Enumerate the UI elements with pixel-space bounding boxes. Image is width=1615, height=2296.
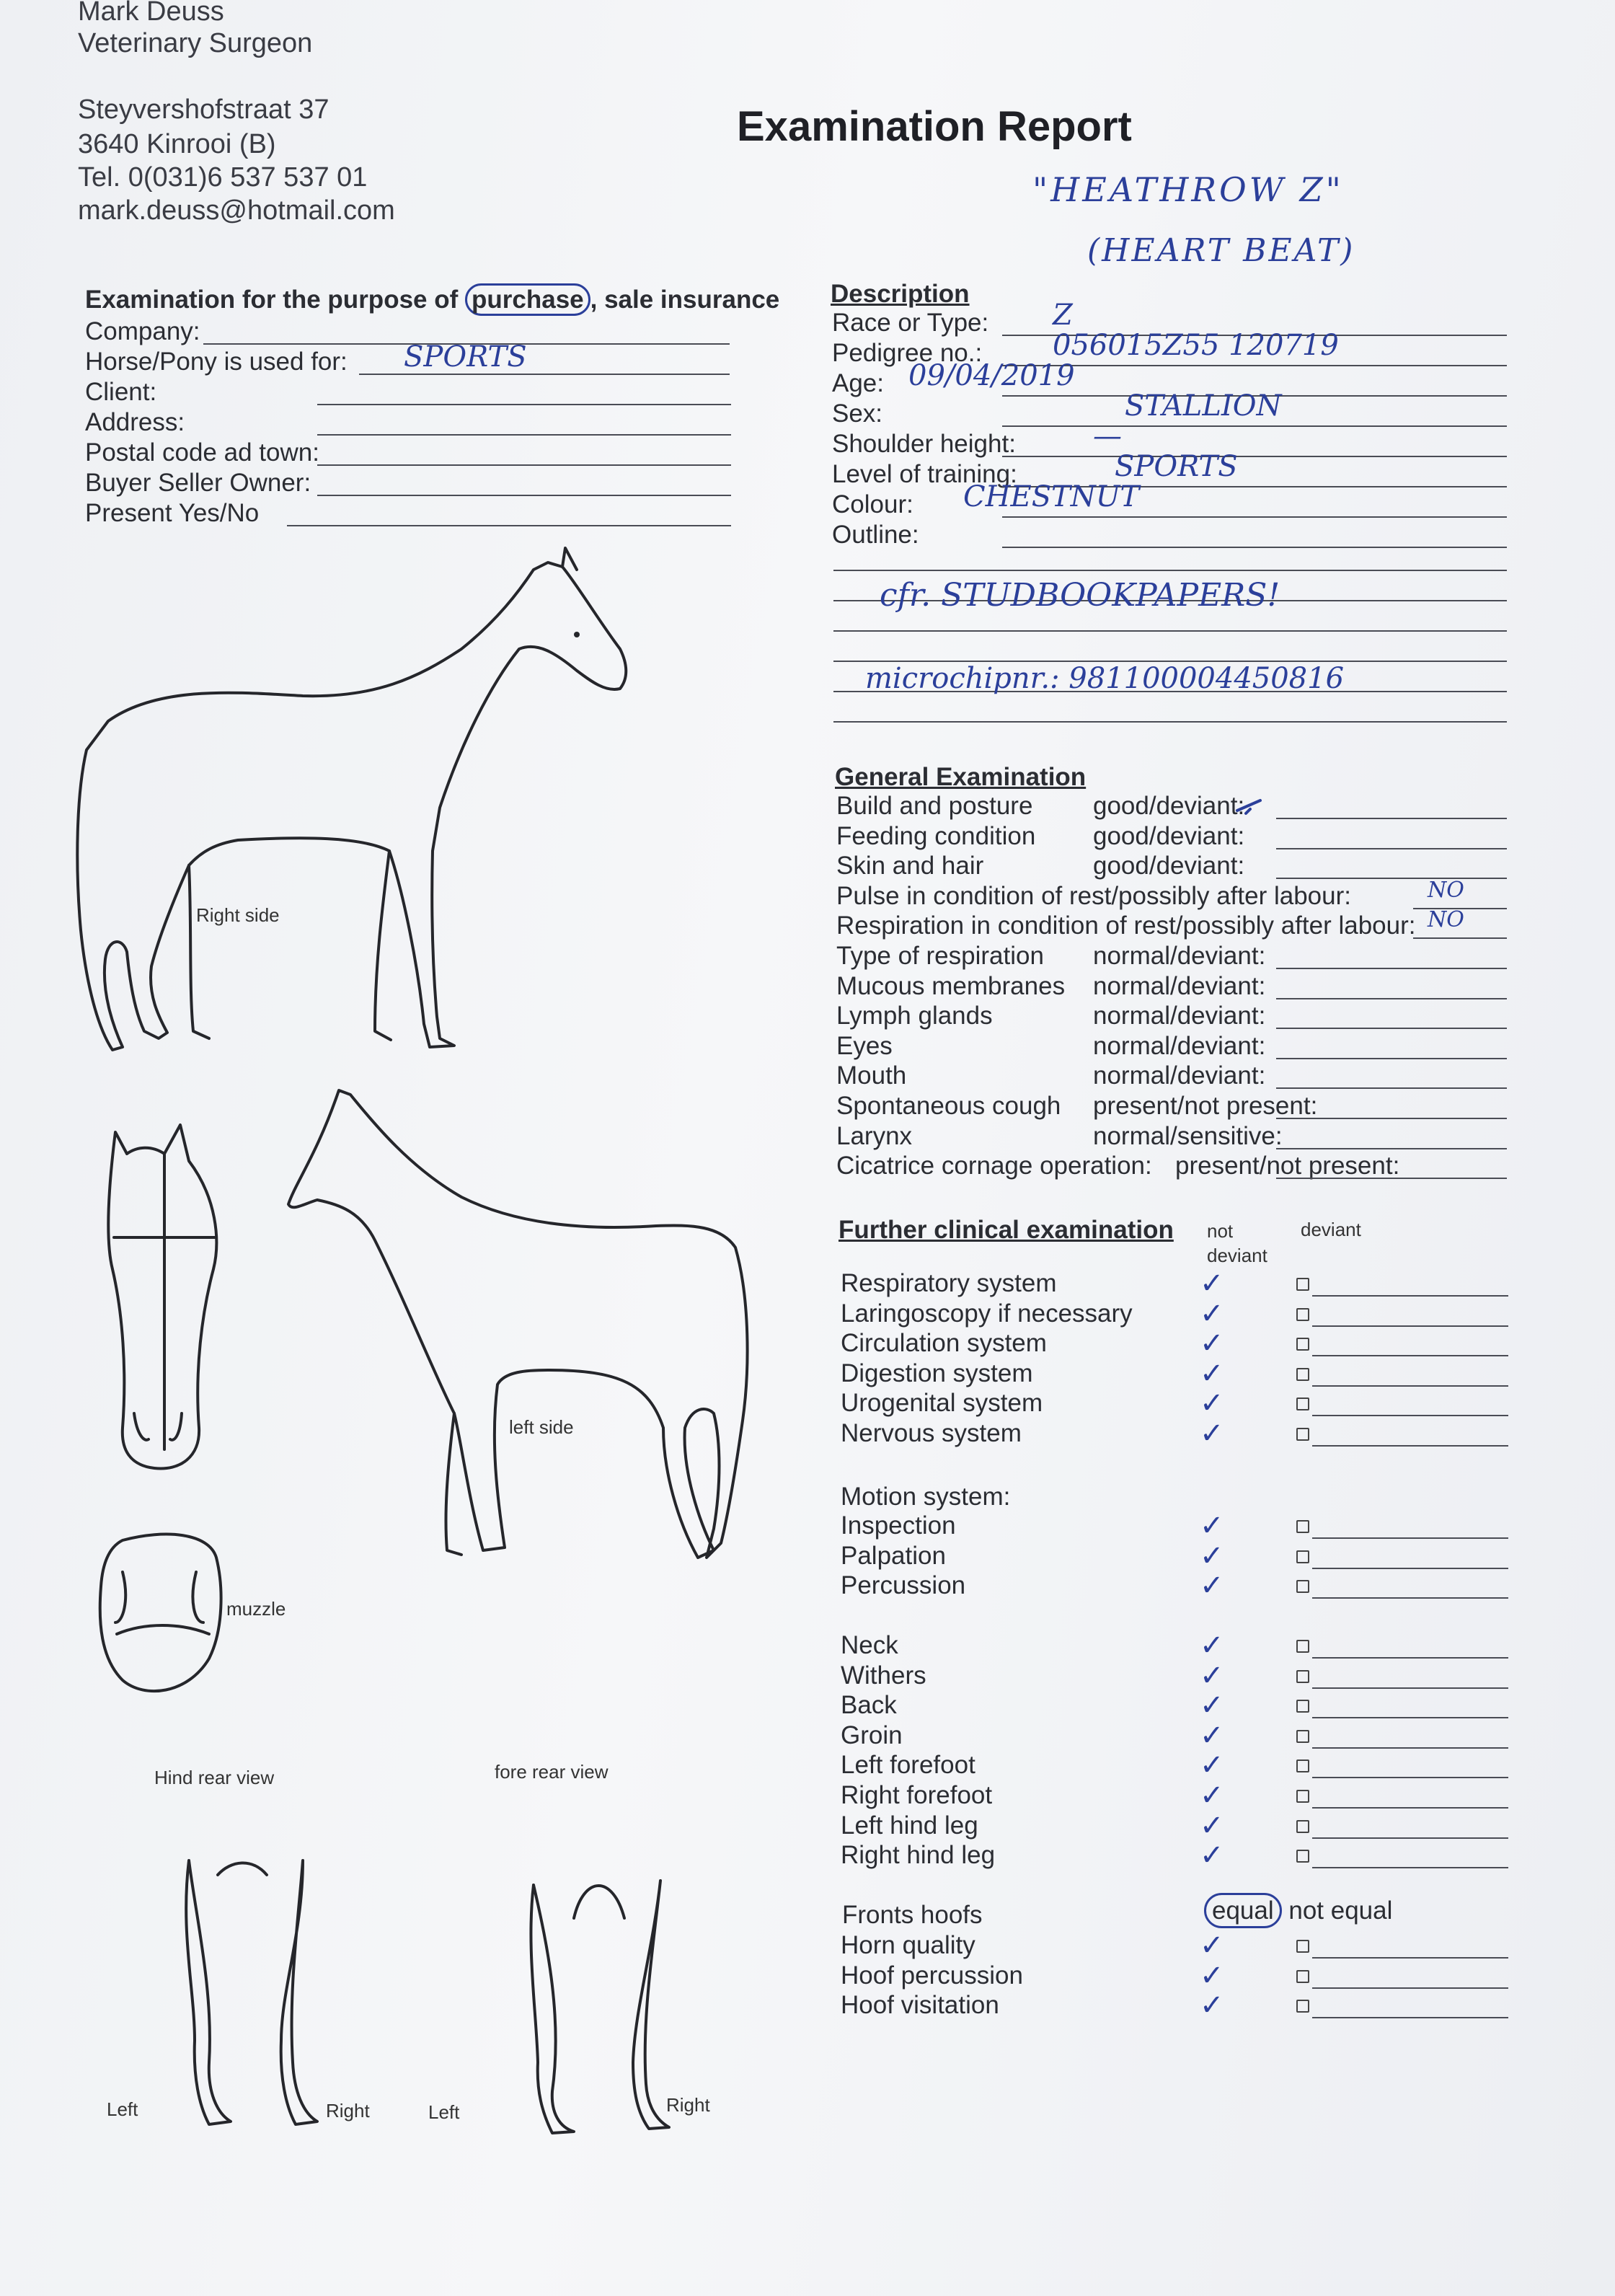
vet-street: Steyvershofstraat 37: [78, 94, 329, 125]
clinical-row-label: Digestion system: [841, 1359, 1033, 1387]
general-row-label: Respiration in condition of rest/possibly after labour:: [836, 911, 1416, 940]
general-row-label: Larynx: [836, 1121, 913, 1150]
clinical-row-label: Left hind leg: [841, 1811, 978, 1840]
purpose-field-label: Company:: [85, 317, 200, 345]
check-mark-icon: ✓: [1200, 1267, 1224, 1300]
general-row-label: Mouth: [836, 1061, 907, 1090]
purpose-heading: Examination for the purpose of purchase , sale insurance: [85, 286, 779, 314]
clinical-row-label: Horn quality: [841, 1931, 975, 1959]
check-mark-icon: ✓: [1200, 1989, 1224, 2023]
check-mark-icon: ✓: [1200, 1569, 1224, 1603]
clinical-row-label: Percussion: [841, 1571, 966, 1600]
purpose-field-value: SPORTS: [404, 340, 527, 374]
general-row-label: Feeding condition: [836, 821, 1036, 850]
vet-city: 3640 Kinrooi (B): [78, 129, 276, 159]
hoofs-not-equal: not equal: [1288, 1897, 1393, 1925]
clinical-row-label: Circulation system: [841, 1329, 1047, 1358]
check-mark-icon: ✓: [1200, 1356, 1224, 1390]
report-title: Examination Report: [737, 103, 1132, 150]
label-fore-rear: fore rear view: [495, 1761, 609, 1783]
general-row-options: good/deviant:: [1093, 821, 1245, 850]
vet-email: mark.deuss@hotmail.com: [78, 195, 395, 226]
label-fore-right: Right: [666, 2094, 710, 2116]
general-row-options: present/not present:: [1093, 1092, 1318, 1120]
check-mark-icon: ✓: [1200, 1779, 1224, 1812]
check-mark-icon: ✓: [1200, 1297, 1224, 1330]
description-note: cfr. STUDBOOKPAPERS!: [880, 577, 1280, 614]
hoofs-equal-circled: equal: [1204, 1893, 1282, 1928]
general-row-label: Type of respiration: [836, 942, 1044, 970]
clinical-row-label: Withers: [841, 1661, 926, 1690]
check-mark-icon: ✓: [1200, 1509, 1224, 1542]
description-field-value: 056015Z55 120719: [1053, 329, 1339, 362]
purpose-field-label: Address:: [85, 408, 185, 436]
label-right-side: Right side: [196, 904, 280, 926]
description-field-label: Outline:: [832, 521, 919, 549]
description-field-label: Shoulder height:: [832, 430, 1016, 458]
description-field-value: —: [1093, 420, 1122, 453]
general-row-options: normal/deviant:: [1093, 1002, 1266, 1030]
clinical-row-label: Groin: [841, 1721, 903, 1749]
general-row-options: normal/deviant:: [1093, 1061, 1266, 1090]
label-hind-right: Right: [326, 2100, 370, 2121]
label-left-side: left side: [509, 1416, 574, 1438]
clinical-row-label: Back: [841, 1691, 897, 1720]
label-hind-rear: Hind rear view: [154, 1767, 275, 1788]
vet-title: Veterinary Surgeon: [78, 28, 313, 58]
description-field-value: CHESTNUT: [963, 480, 1140, 513]
check-mark-icon: ✓: [1200, 1659, 1224, 1692]
description-field-label: Colour:: [832, 490, 913, 518]
clinical-row-label: Urogenital system: [841, 1389, 1043, 1418]
motion-heading: Motion system:: [841, 1483, 1011, 1511]
clinical-row-label: Inspection: [841, 1511, 956, 1540]
check-mark-icon: ✓: [1200, 1539, 1224, 1573]
general-row-options: normal/deviant:: [1093, 1031, 1266, 1060]
label-fore-left: Left: [428, 2101, 460, 2123]
description-field-value: Z: [1053, 299, 1073, 332]
clinical-row-label: Laringoscopy if necessary: [841, 1299, 1133, 1328]
check-mark-icon: ✓: [1200, 1749, 1224, 1783]
general-row-options: present/not present:: [1175, 1152, 1400, 1180]
purpose-field-label: Present Yes/No: [85, 499, 260, 527]
purpose-field-label: Postal code ad town:: [85, 438, 319, 467]
clinical-row-label: Right forefoot: [841, 1781, 993, 1809]
general-row-value: NO: [1428, 907, 1464, 933]
description-field-label: Race or Type:: [832, 309, 989, 337]
general-row-options: good/deviant:: [1093, 852, 1245, 880]
general-row-label: Skin and hair: [836, 852, 984, 880]
clinical-row-label: Hoof percussion: [841, 1961, 1023, 1990]
description-field-label: Sex:: [832, 399, 883, 428]
check-mark-icon: ✓: [1200, 1629, 1224, 1662]
general-row-label: Cicatrice cornage operation:: [836, 1152, 1152, 1180]
vet-name: Mark Deuss: [78, 0, 224, 27]
vet-phone: Tel. 0(031)6 537 537 01: [78, 162, 368, 193]
general-row-options: good/deviant:: [1093, 792, 1245, 820]
check-mark-icon: ✓: [1200, 1689, 1224, 1723]
clinical-heading: Further clinical examination: [839, 1216, 1174, 1244]
clinical-row-label: Palpation: [841, 1541, 946, 1570]
check-mark-icon: ✓: [1200, 1959, 1224, 1992]
check-mark-icon: ✓: [1200, 1327, 1224, 1361]
horse-name-handwritten: "HEATHROW Z": [1032, 170, 1344, 209]
horse-alias-handwritten: (HEART BEAT): [1087, 232, 1355, 269]
label-hind-left: Left: [107, 2098, 138, 2120]
general-row-options: normal/deviant:: [1093, 942, 1266, 970]
description-note: microchipnr.: 981100004450816: [865, 662, 1345, 695]
general-row-label: Pulse in condition of rest/possibly after labour:: [836, 881, 1351, 910]
hoofs-label: Fronts hoofs: [842, 1901, 983, 1929]
check-mark-icon: ✓: [1200, 1809, 1224, 1842]
general-row-label: Mucous membranes: [836, 971, 1066, 1000]
clinical-row-label: Neck: [841, 1631, 898, 1659]
general-row-label: Spontaneous cough: [836, 1092, 1061, 1120]
purpose-field-label: Buyer Seller Owner:: [85, 469, 311, 497]
description-field-label: Level of training:: [832, 460, 1017, 488]
clinical-row-label: Right hind leg: [841, 1841, 996, 1870]
check-mark-icon: ✓: [1200, 1718, 1224, 1752]
description-field-value: STALLION: [1125, 389, 1282, 423]
general-row-options: normal/sensitive:: [1093, 1121, 1283, 1150]
general-row-label: Eyes: [836, 1031, 893, 1060]
description-field-label: Age:: [832, 369, 884, 397]
clinical-row-label: Respiratory system: [841, 1269, 1057, 1297]
description-heading: Description: [831, 280, 970, 308]
purpose-field-label: Client:: [85, 378, 157, 406]
description-field-value: SPORTS: [1115, 450, 1238, 483]
label-muzzle: muzzle: [226, 1598, 286, 1620]
check-mark-icon: ✓: [1200, 1417, 1224, 1450]
check-mark-icon: ✓: [1200, 1929, 1224, 1962]
col-not-deviant: not deviant: [1207, 1220, 1267, 1266]
general-row-options: normal/deviant:: [1093, 971, 1266, 1000]
description-field-value: 09/04/2019: [908, 359, 1075, 392]
purpose-circled: purchase: [465, 283, 590, 316]
check-mark-icon: ✓: [1200, 1839, 1224, 1873]
clinical-row-label: Left forefoot: [841, 1751, 975, 1780]
general-row-value: NO: [1428, 877, 1464, 903]
purpose-field-label: Horse/Pony is used for:: [85, 348, 348, 376]
check-mark-icon: ✓: [1200, 1387, 1224, 1421]
clinical-row-label: Hoof visitation: [841, 1991, 999, 2020]
description-field-label: Pedigree no.:: [832, 339, 983, 367]
col-deviant: deviant: [1301, 1219, 1361, 1240]
general-row-label: Build and posture: [836, 792, 1033, 820]
clinical-row-label: Nervous system: [841, 1419, 1022, 1447]
general-row-label: Lymph glands: [836, 1002, 993, 1030]
general-heading: General Examination: [835, 763, 1087, 791]
